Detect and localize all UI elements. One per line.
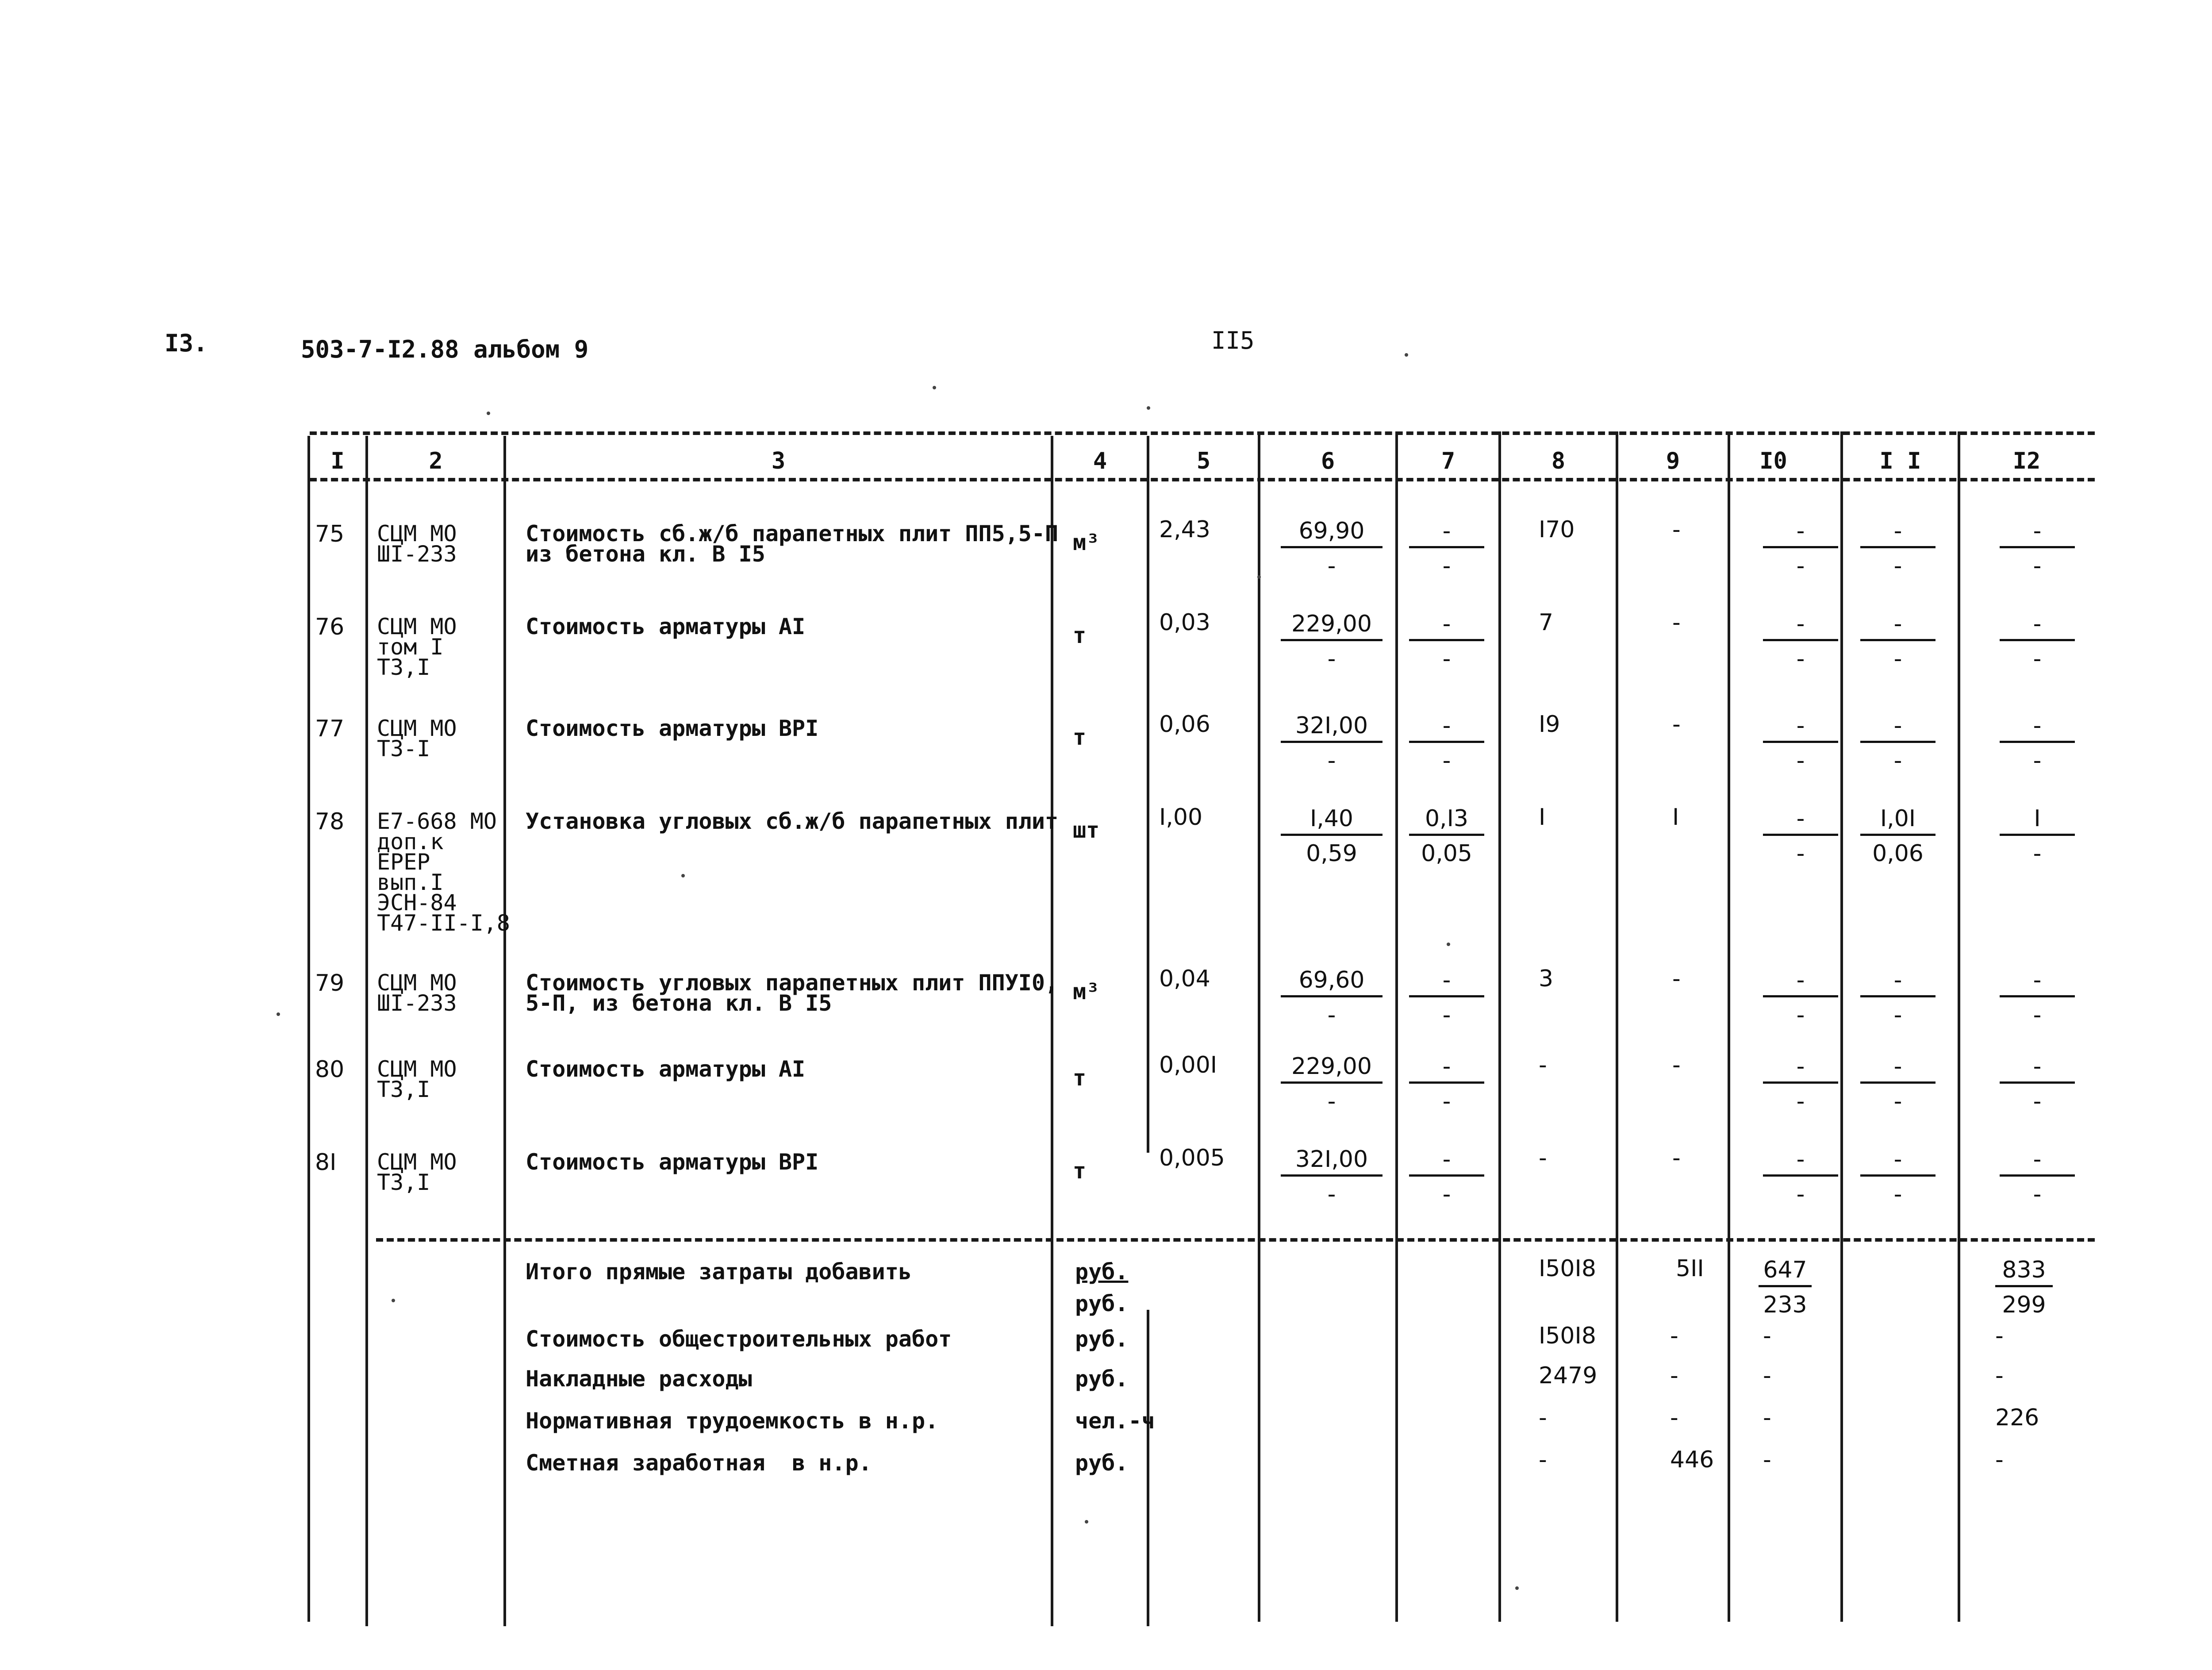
fraction-numerator: 69,60 — [1281, 967, 1382, 997]
fraction-numerator: - — [2000, 712, 2075, 743]
item-description: из бетона кл. В I5 — [526, 541, 765, 567]
quantity: 0,04 — [1159, 966, 1210, 992]
fraction-numerator: - — [1763, 1053, 1838, 1084]
item-description: Установка угловых сб.ж/б парапетных плит — [526, 808, 1059, 834]
fraction-numerator: - — [1860, 712, 1936, 743]
fraction-denominator: 0,59 — [1306, 840, 1357, 867]
column-header-5: 5 — [1196, 448, 1211, 474]
total-col10 — [1763, 518, 1838, 579]
total-col12 — [2000, 967, 2075, 1028]
fraction-numerator: - — [1860, 518, 1936, 548]
fraction-denominator: - — [1796, 646, 1805, 672]
totals-line-unit: руб. — [1075, 1450, 1129, 1476]
fraction-denominator: - — [1796, 840, 1805, 867]
fraction-denominator: - — [2033, 1002, 2042, 1028]
fraction-denominator: - — [1442, 747, 1451, 774]
fraction-numerator: - — [2000, 1146, 2075, 1177]
total-col8: I9 — [1539, 711, 1560, 738]
fraction-denominator: - — [1327, 1002, 1336, 1028]
total-col10 — [1763, 1053, 1838, 1115]
totals-direct-costs-unit: руб. — [1075, 1259, 1129, 1285]
fraction-numerator: 32I,00 — [1281, 712, 1382, 743]
fraction-denominator: - — [1893, 1002, 1902, 1028]
totals-line-col12: - — [1995, 1323, 2004, 1349]
scan-speck — [1515, 1586, 1519, 1590]
totals-line-col10: - — [1763, 1447, 1771, 1473]
totals-line-col12: 226 — [1995, 1404, 2039, 1431]
fraction-denominator: - — [1442, 1002, 1451, 1028]
page-marker: I3. — [165, 329, 208, 357]
reference-code: Т3-I — [377, 736, 430, 762]
scan-speck — [1447, 943, 1450, 946]
row-number: 78 — [315, 808, 345, 835]
fraction-denominator: - — [1893, 1088, 1902, 1115]
item-description: 5-П, из бетона кл. В I5 — [526, 990, 832, 1016]
fraction-numerator: - — [1860, 611, 1936, 641]
fraction-numerator: - — [1763, 967, 1838, 997]
total-col12 — [2000, 712, 2075, 774]
column-border — [1147, 436, 1149, 1153]
column-border — [1258, 431, 1260, 1622]
fraction-numerator: 229,00 — [1281, 1053, 1382, 1084]
totals-direct-costs-col12 — [1995, 1257, 2053, 1318]
fraction-denominator: - — [1893, 553, 1902, 579]
column-border — [1958, 431, 1960, 1622]
total-col8: 7 — [1539, 609, 1554, 636]
scan-speck — [392, 1299, 395, 1302]
totals-line-col8: - — [1539, 1404, 1547, 1431]
total-col8: I — [1539, 804, 1546, 831]
fraction-numerator: - — [1860, 1053, 1936, 1084]
column-border — [1728, 431, 1730, 1622]
unit-cost-col6 — [1281, 518, 1382, 579]
totals-line-label: Сметная заработная в н.р. — [526, 1450, 872, 1476]
quantity: 2,43 — [1159, 516, 1210, 543]
column-header-11: I I — [1879, 448, 1921, 474]
total-col9: - — [1672, 1052, 1681, 1078]
fraction-denominator: - — [1893, 1181, 1902, 1208]
fraction-denominator: - — [1796, 1181, 1805, 1208]
table-top-rule — [310, 431, 2095, 435]
fraction-denominator: - — [1442, 553, 1451, 579]
reference-code: Т3,I — [377, 1170, 430, 1195]
unit: т — [1073, 1065, 1087, 1091]
unit-cost-col6 — [1281, 712, 1382, 774]
item-description: Стоимость арматуры ВРI — [526, 716, 819, 741]
column-header-2: 2 — [429, 448, 443, 474]
fraction-denominator: - — [1327, 646, 1336, 672]
fraction-numerator: 229,00 — [1281, 611, 1382, 641]
reference-code: Е7-668 МО — [377, 808, 497, 834]
fraction-denominator: - — [1796, 1002, 1805, 1028]
reference-code: СЦМ МО — [377, 1056, 457, 1082]
totals-line-col10: - — [1763, 1323, 1771, 1349]
column-header-8: 8 — [1551, 448, 1566, 474]
totals-direct-costs-col8: I50I8 — [1539, 1255, 1596, 1282]
fraction-numerator: - — [1409, 518, 1484, 548]
total-col10 — [1763, 712, 1838, 774]
fraction-numerator: 32I,00 — [1281, 1146, 1382, 1177]
row-number: 8I — [315, 1149, 337, 1176]
unit-cost-col6 — [1281, 967, 1382, 1028]
fraction-denominator: - — [2033, 646, 2042, 672]
fraction-denominator: - — [2033, 1088, 2042, 1115]
row-number: 77 — [315, 716, 345, 742]
fraction-numerator: I,40 — [1281, 805, 1382, 836]
column-border — [307, 436, 310, 1622]
fraction-denominator: - — [1796, 1088, 1805, 1115]
row-number: 79 — [315, 970, 345, 997]
fraction-numerator: - — [1763, 518, 1838, 548]
total-col9: - — [1672, 711, 1681, 738]
item-description: Стоимость сб.ж/б парапетных плит ПП5,5-П — [526, 521, 1059, 546]
fraction-numerator: - — [1763, 712, 1838, 743]
scan-speck — [1257, 575, 1261, 579]
fraction-numerator: - — [2000, 611, 2075, 641]
column-border — [1616, 431, 1618, 1622]
quantity: 0,005 — [1159, 1145, 1225, 1171]
fraction-numerator: - — [2000, 1053, 2075, 1084]
totals-line-col9: - — [1670, 1404, 1678, 1431]
fraction-numerator: - — [1409, 611, 1484, 641]
unit-cost-col7 — [1409, 1146, 1484, 1208]
reference-code: Т3,I — [377, 1077, 430, 1102]
totals-direct-costs-col9: 5II — [1676, 1255, 1704, 1282]
fraction-denominator: - — [1327, 1088, 1336, 1115]
fraction-numerator: - — [1860, 1146, 1936, 1177]
column-header-12: I2 — [2012, 448, 2041, 474]
column-header-1: I — [330, 448, 345, 474]
fraction-denominator: - — [1442, 1181, 1451, 1208]
unit-cost-col6 — [1281, 1146, 1382, 1208]
total-col11 — [1860, 611, 1936, 672]
total-col10 — [1763, 611, 1838, 672]
total-col8: - — [1539, 1052, 1547, 1078]
fraction-denominator: 0,06 — [1872, 840, 1924, 867]
fraction-denominator: - — [2033, 553, 2042, 579]
unit-cost-col6 — [1281, 1053, 1382, 1115]
column-border — [503, 436, 506, 1626]
fraction-denominator: - — [1327, 747, 1336, 774]
fraction-denominator: - — [2033, 1181, 2042, 1208]
unit-cost-col7 — [1409, 805, 1484, 867]
fraction-denominator: - — [2033, 840, 2042, 867]
row-number: 75 — [315, 521, 345, 547]
total-col9: I — [1672, 804, 1679, 831]
fraction-numerator: - — [1409, 1053, 1484, 1084]
fraction-numerator: - — [2000, 967, 2075, 997]
unit-cost-col7 — [1409, 611, 1484, 672]
scan-speck — [276, 1012, 280, 1016]
unit-cost-col6 — [1281, 611, 1382, 672]
total-col9: - — [1672, 516, 1681, 543]
unit-cost-col7 — [1409, 967, 1484, 1028]
scan-speck — [681, 874, 685, 877]
column-header-7: 7 — [1441, 448, 1455, 474]
totals-line-label: Стоимость общестроительных работ — [526, 1326, 952, 1352]
totals-separator-rule — [376, 1238, 2095, 1242]
totals-line-label: Нормативная трудоемкость в н.р. — [526, 1408, 939, 1434]
column-border — [1840, 431, 1843, 1622]
fraction-numerator: - — [1409, 712, 1484, 743]
scan-speck — [1405, 353, 1408, 357]
totals-line-col10: - — [1763, 1404, 1771, 1431]
fraction-denominator: - — [1442, 646, 1451, 672]
fraction-denominator: - — [2033, 747, 2042, 774]
reference-code: Т3,I — [377, 654, 430, 680]
quantity: 0,03 — [1159, 609, 1210, 636]
totals-line-unit: руб. — [1075, 1366, 1129, 1392]
unit-cost-col6 — [1281, 805, 1382, 867]
totals-direct-costs-unit: руб. — [1075, 1291, 1129, 1316]
fraction-denominator: - — [1327, 1181, 1336, 1208]
total-col10 — [1763, 967, 1838, 1028]
column-header-6: 6 — [1321, 448, 1335, 474]
fraction-numerator: 0,I3 — [1409, 805, 1484, 836]
reference-code: вып.I — [377, 870, 444, 895]
totals-direct-costs-label: Итого прямые затраты добавить — [526, 1259, 912, 1285]
total-col9: - — [1672, 966, 1681, 992]
reference-code: Т47-II-I,8 — [377, 910, 511, 936]
scan-speck — [1085, 1520, 1088, 1524]
item-description: Стоимость арматуры АI — [526, 614, 806, 639]
reference-code: ШI-233 — [377, 541, 457, 567]
fraction-denominator: - — [1327, 553, 1336, 579]
totals-line-col10: - — [1763, 1362, 1771, 1389]
column-header-3: 3 — [771, 448, 786, 474]
totals-line-unit: чел.-ч — [1075, 1408, 1155, 1434]
fraction-numerator: 833 — [1995, 1257, 2053, 1287]
column-header-4: 4 — [1093, 448, 1107, 474]
totals-line-col9: - — [1670, 1323, 1678, 1349]
reference-code: СЦМ МО — [377, 614, 457, 639]
total-col10 — [1763, 805, 1838, 867]
fraction-denominator: - — [1796, 553, 1805, 579]
total-col8: I70 — [1539, 516, 1575, 543]
item-description: Стоимость угловых парапетных плит ППУI0, — [526, 970, 1059, 996]
fraction-denominator: - — [1893, 747, 1902, 774]
reference-code: ШI-233 — [377, 990, 457, 1016]
fraction-denominator: 299 — [2002, 1292, 2046, 1318]
page-number: II5 — [1211, 327, 1255, 354]
fraction-numerator: I — [2000, 805, 2075, 836]
reference-code: том I — [377, 634, 444, 660]
reference-code: СЦМ МО — [377, 1149, 457, 1175]
fraction-numerator: - — [1763, 611, 1838, 641]
fraction-denominator: - — [1442, 1088, 1451, 1115]
unit-cost-col7 — [1409, 1053, 1484, 1115]
fraction-numerator: - — [1860, 967, 1936, 997]
unit-cost-col7 — [1409, 712, 1484, 774]
reference-code: ЭСН-84 — [377, 890, 457, 916]
total-col11 — [1860, 1053, 1936, 1115]
reference-code: ЕРЕР — [377, 849, 430, 875]
totals-line-col9: 446 — [1670, 1447, 1714, 1473]
fraction-numerator: - — [1409, 967, 1484, 997]
unit: т — [1073, 623, 1087, 648]
totals-line-unit: руб. — [1075, 1326, 1129, 1352]
document-code: 503-7-I2.88 альбом 9 — [301, 335, 589, 363]
total-col10 — [1763, 1146, 1838, 1208]
fraction-denominator: - — [1796, 747, 1805, 774]
item-description: Стоимость арматуры ВРI — [526, 1149, 819, 1175]
fraction-denominator: - — [1893, 646, 1902, 672]
header-bottom-rule — [310, 478, 2095, 481]
total-col11 — [1860, 712, 1936, 774]
row-number: 80 — [315, 1056, 345, 1083]
totals-line-col9: - — [1670, 1362, 1678, 1389]
fraction-numerator: - — [1409, 1146, 1484, 1177]
quantity: I,00 — [1159, 804, 1203, 831]
unit: шт — [1073, 817, 1100, 843]
totals-direct-costs-col10 — [1759, 1257, 1812, 1318]
column-header-9: 9 — [1666, 448, 1680, 474]
total-col8: 3 — [1539, 966, 1554, 992]
fraction-denominator: 0,05 — [1421, 840, 1472, 867]
total-col11 — [1860, 967, 1936, 1028]
unit: т — [1073, 724, 1087, 750]
fraction-denominator: 233 — [1763, 1292, 1807, 1318]
total-col9: - — [1672, 609, 1681, 636]
reference-code: СЦМ МО — [377, 716, 457, 741]
total-col9: - — [1672, 1145, 1681, 1171]
total-col12 — [2000, 518, 2075, 579]
item-description: Стоимость арматуры АI — [526, 1056, 806, 1082]
column-header-10: I0 — [1759, 448, 1787, 474]
scan-speck — [1147, 406, 1150, 410]
column-border — [1147, 1310, 1149, 1626]
total-col8: - — [1539, 1145, 1547, 1171]
totals-line-col12: - — [1995, 1447, 2004, 1473]
fraction-numerator: - — [1763, 1146, 1838, 1177]
fraction-numerator: - — [2000, 518, 2075, 548]
totals-line-label: Накладные расходы — [526, 1366, 752, 1392]
fraction-numerator: 69,90 — [1281, 518, 1382, 548]
totals-line-col8: - — [1539, 1447, 1547, 1473]
total-col11 — [1860, 805, 1936, 867]
column-border — [365, 436, 368, 1626]
total-col12 — [2000, 1146, 2075, 1208]
unit: м³ — [1073, 979, 1100, 1004]
reference-code: СЦМ МО — [377, 521, 457, 546]
total-col12 — [2000, 805, 2075, 867]
scan-speck — [487, 412, 490, 415]
totals-line-col12: - — [1995, 1362, 2004, 1389]
row-number: 76 — [315, 614, 345, 640]
fraction-numerator: 647 — [1759, 1257, 1812, 1287]
column-border — [1498, 431, 1501, 1622]
reference-code: СЦМ МО — [377, 970, 457, 996]
total-col11 — [1860, 1146, 1936, 1208]
unit: т — [1073, 1158, 1087, 1184]
quantity: 0,00I — [1159, 1052, 1217, 1078]
total-col11 — [1860, 518, 1936, 579]
totals-line-col8: I50I8 — [1539, 1323, 1596, 1349]
column-border — [1395, 431, 1398, 1622]
column-border — [1051, 436, 1053, 1626]
unit: м³ — [1073, 530, 1100, 555]
unit-cost-col7 — [1409, 518, 1484, 579]
quantity: 0,06 — [1159, 711, 1210, 738]
reference-code: доп.к — [377, 829, 444, 854]
fraction-numerator: - — [1763, 805, 1838, 836]
total-col12 — [2000, 611, 2075, 672]
fraction-numerator: I,0I — [1860, 805, 1936, 836]
scan-speck — [933, 386, 936, 389]
totals-line-col8: 2479 — [1539, 1362, 1598, 1389]
total-col12 — [2000, 1053, 2075, 1115]
